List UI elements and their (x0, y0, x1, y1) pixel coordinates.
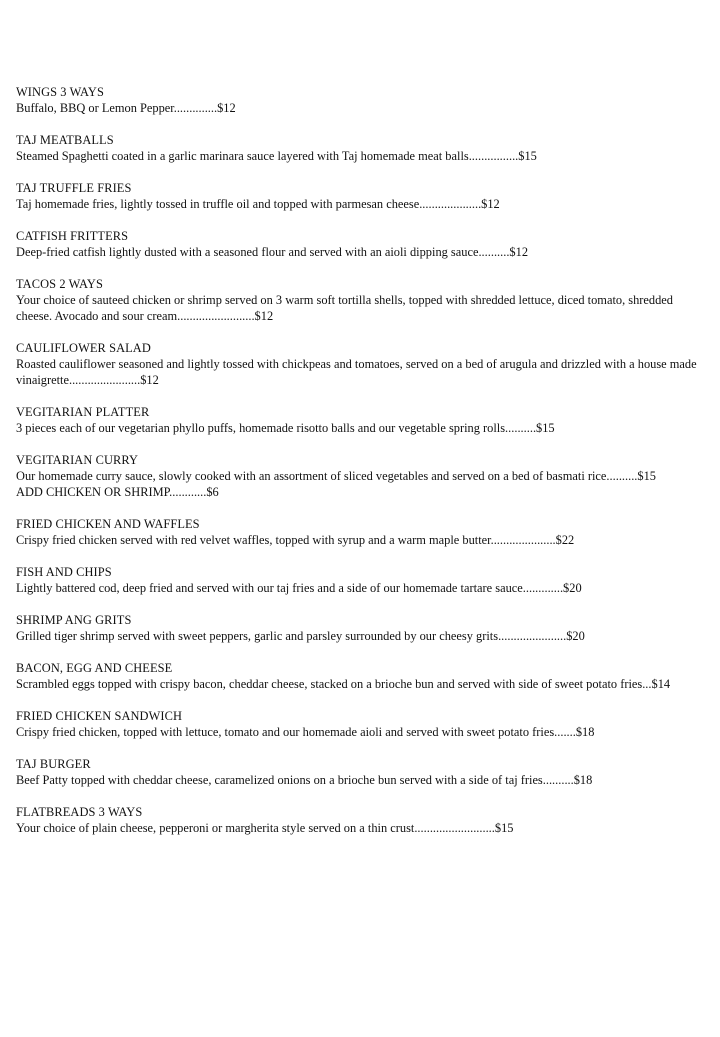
item-description: Taj homemade fries, lightly tossed in truffle oil and topped with parmesan cheese....................$12 (16, 197, 500, 211)
item-name: VEGITARIAN CURRY (16, 453, 139, 467)
menu-item-wings-3-ways (16, 84, 706, 116)
item-description: Beef Patty topped with cheddar cheese, caramelized onions on a brioche bun served with a side of taj fries..........$18 (16, 773, 593, 787)
item-name: WINGS 3 WAYS (16, 85, 104, 99)
menu-item-taj-truffle-fries (16, 180, 706, 212)
item-description: Scrambled eggs topped with crispy bacon, cheddar cheese, stacked on a brioche bun and served with side of sweet potato fries...$14 (16, 677, 671, 691)
menu-item-bacon-egg-and-cheese (16, 660, 706, 692)
item-name: CAULIFLOWER SALAD (16, 341, 151, 355)
menu-item-catfish-fritters (16, 228, 706, 260)
item-description: Roasted cauliflower seasoned and lightly tossed with chickpeas and tomatoes, served on a bed of arugula and drizzled with a house made vinaigrette.......................$12 (16, 357, 697, 387)
item-description: Your choice of sauteed chicken or shrimp served on 3 warm soft tortilla shells, topped with shredded lettuce, diced tomato, shredded cheese. Avocado and sour cream.........................$12 (16, 293, 673, 323)
menu-item-tacos-2-ways (16, 276, 706, 324)
menu-item-cauliflower-salad (16, 340, 706, 388)
menu-item-fried-chicken-sandwich (16, 708, 706, 740)
item-description: Grilled tiger shrimp served with sweet peppers, garlic and parsley surrounded by our cheesy grits......................$20 (16, 629, 585, 643)
item-name: SHRIMP ANG GRITS (16, 613, 132, 627)
item-name: FLATBREADS 3 WAYS (16, 805, 143, 819)
item-description: Crispy fried chicken served with red velvet waffles, topped with syrup and a warm maple butter.....................$22 (16, 533, 575, 547)
item-description: Buffalo, BBQ or Lemon Pepper..............$12 (16, 101, 236, 115)
item-name: TAJ BURGER (16, 757, 91, 771)
item-description: 3 pieces each of our vegetarian phyllo puffs, homemade risotto balls and our vegetable spring rolls..........$15 (16, 421, 555, 435)
item-name: BACON, EGG AND CHEESE (16, 661, 173, 675)
menu-item-fried-chicken-and-waffles (16, 516, 706, 548)
menu-item-shrimp-and-grits (16, 612, 706, 644)
item-name: FRIED CHICKEN AND WAFFLES (16, 517, 200, 531)
item-name: FRIED CHICKEN SANDWICH (16, 709, 183, 723)
item-description: Crispy fried chicken, topped with lettuce, tomato and our homemade aioli and served with sweet potato fries.......$18 (16, 725, 595, 739)
menu-item-flatbreads-3-ways (16, 804, 706, 836)
menu-item-taj-meatballs (16, 132, 706, 164)
item-name: VEGITARIAN PLATTER (16, 405, 150, 419)
item-name: TAJ MEATBALLS (16, 133, 114, 147)
item-name: TAJ TRUFFLE FRIES (16, 181, 132, 195)
item-name: TACOS 2 WAYS (16, 277, 103, 291)
item-add-on: ADD CHICKEN OR SHRIMP............$6 (16, 485, 219, 499)
item-description: Steamed Spaghetti coated in a garlic marinara sauce layered with Taj homemade meat balls................$15 (16, 149, 537, 163)
item-description: Your choice of plain cheese, pepperoni or margherita style served on a thin crust..........................$15 (16, 821, 514, 835)
menu-item-vegitarian-curry (16, 452, 706, 500)
menu-item-taj-burger (16, 756, 706, 788)
item-description: Lightly battered cod, deep fried and served with our taj fries and a side of our homemade tartare sauce.............$20 (16, 581, 582, 595)
item-name: FISH AND CHIPS (16, 565, 112, 579)
item-description: Our homemade curry sauce, slowly cooked with an assortment of sliced vegetables and served on a bed of basmati rice..........$15 (16, 469, 656, 483)
menu-item-vegitarian-platter (16, 404, 706, 436)
menu-item-fish-and-chips (16, 564, 706, 596)
item-name: CATFISH FRITTERS (16, 229, 129, 243)
menu-page (16, 84, 706, 852)
item-description: Deep-fried catfish lightly dusted with a seasoned flour and served with an aioli dipping sauce..........$12 (16, 245, 529, 259)
